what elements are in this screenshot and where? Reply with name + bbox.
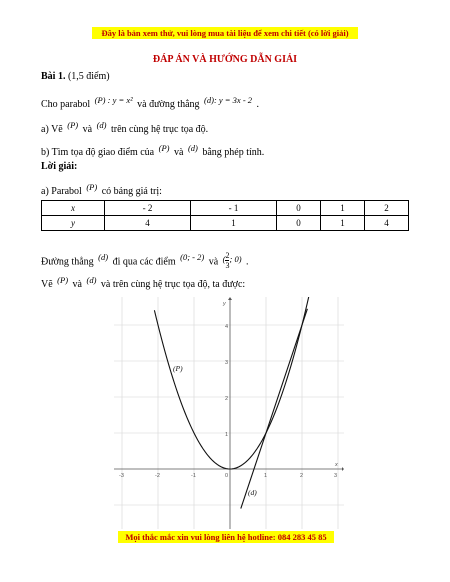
y-axis-label: y	[223, 301, 226, 307]
table-cell: 0	[277, 201, 321, 216]
draw-pre: Vẽ	[41, 279, 53, 290]
value-table	[41, 200, 409, 231]
draw-post: và trên cùng hệ trục tọa độ, ta được:	[100, 279, 246, 290]
solution-a	[41, 182, 162, 197]
solution-a-pre: a) Parabol	[41, 186, 82, 197]
y-tick-label: 2	[225, 396, 229, 402]
table-cell: 4	[105, 216, 191, 231]
grid	[114, 297, 344, 529]
x-tick-label: 3	[334, 473, 338, 479]
y-axis-arrow	[228, 297, 232, 300]
line-d-graph	[241, 309, 308, 509]
part-b-p: (P)	[158, 143, 170, 153]
table-cell: - 1	[191, 201, 277, 216]
x-tick-label: 1	[264, 473, 268, 479]
y-tick-label: 3	[225, 360, 229, 366]
point-two: ( 2 3 ; 0)	[222, 251, 242, 270]
line-and: và	[208, 256, 219, 268]
part-b-d: (d)	[187, 143, 198, 153]
function-graph	[114, 297, 344, 529]
table-cell: 2	[365, 201, 409, 216]
y-tick-label: 1	[225, 432, 229, 438]
part-a-d: (d)	[96, 120, 107, 130]
page-title: ĐÁP ÁN VÀ HƯỚNG DẪN GIẢI	[152, 54, 298, 65]
axes	[114, 299, 342, 529]
part-a-pre: a) Vẽ	[41, 124, 63, 135]
intro-text-b: và đường thẳng	[137, 99, 200, 110]
problem-header	[41, 71, 110, 82]
part-a	[41, 120, 208, 135]
fraction-denominator: 3	[225, 261, 230, 270]
line-definition: (d): y = 3x - 2	[204, 95, 253, 105]
table-cell: 1	[321, 216, 365, 231]
preview-banner: Đây là bản xem thử, vui lòng mua tài liệu để xem chi tiết (có lời giải)	[92, 27, 358, 39]
line-mid: đi qua các điểm	[112, 256, 176, 268]
x-axis-label: x	[335, 462, 338, 468]
parabola-label: (P)	[173, 364, 183, 373]
table-cell: 1	[321, 201, 365, 216]
table-cell: - 2	[105, 201, 191, 216]
solution-a-post: có bảng giá trị:	[101, 186, 162, 197]
table-row	[42, 201, 409, 216]
table-cell: 1	[191, 216, 277, 231]
line-label: (d)	[248, 488, 257, 497]
part-a-and: và	[82, 124, 93, 135]
draw-sentence	[41, 275, 245, 290]
part-b	[41, 143, 264, 158]
y-tick-label: 4	[225, 324, 229, 330]
table-y-label: y	[42, 216, 105, 231]
x-axis-arrow	[342, 467, 344, 471]
origin-label: 0	[225, 473, 229, 479]
line-points-sentence	[41, 251, 249, 270]
point-two-rest: ; 0	[229, 254, 239, 265]
fraction-numerator: 2	[225, 251, 230, 260]
solution-label: Lời giải:	[41, 161, 78, 172]
part-a-p: (P)	[67, 120, 79, 130]
problem-statement	[41, 95, 259, 110]
part-a-post: trên cùng hệ trục tọa độ.	[110, 124, 209, 135]
x-tick-label: -2	[155, 473, 160, 479]
draw-d: (d)	[86, 275, 97, 285]
hotline-banner: Mọi thắc mắc xin vui lòng liên hệ hotline: 084 283 45 85	[118, 531, 334, 543]
tick-labels	[119, 301, 338, 479]
problem-points: (1,5 điểm)	[67, 71, 110, 82]
part-b-and: và	[173, 147, 184, 158]
problem-label: Bài 1.	[41, 71, 66, 82]
intro-text-a: Cho parabol	[41, 99, 91, 110]
x-tick-label: -1	[191, 473, 196, 479]
line-end: .	[246, 256, 249, 268]
solution-a-p: (P)	[86, 182, 98, 192]
table-cell: 0	[277, 216, 321, 231]
part-b-pre: b) Tìm tọa độ giao điểm của	[41, 147, 155, 158]
x-tick-label: -3	[119, 473, 124, 479]
table-cell: 4	[365, 216, 409, 231]
draw-p: (P)	[57, 275, 69, 285]
intro-end: .	[256, 99, 260, 110]
line-pre: Đường thẳng	[41, 256, 94, 268]
table-x-label: x	[42, 201, 105, 216]
parabola-curve	[154, 297, 309, 469]
draw-and: và	[72, 279, 82, 290]
part-b-post: bằng phép tính.	[202, 147, 265, 158]
x-tick-label: 2	[300, 473, 304, 479]
point-one: (0; - 2)	[180, 252, 205, 263]
line-d: (d)	[98, 252, 109, 263]
table-row	[42, 216, 409, 231]
parabola-definition: (P) : y = x²	[94, 95, 133, 105]
